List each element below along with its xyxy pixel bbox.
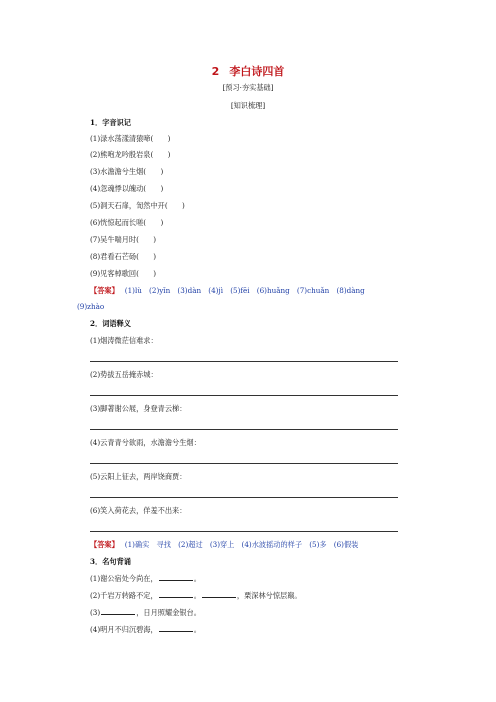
answer-text: (1)lù (2)yǐn (3)dàn (4)jì (5)fēi (6)huǎng (7)chuǎn (8)dàng [124, 286, 365, 295]
answer-label: 【答案】 [90, 286, 119, 295]
section3-heading: 3．名句背诵 [90, 557, 131, 566]
recitation-text: 。 [193, 625, 201, 634]
section1-heading: 1．字音识记 [90, 118, 131, 127]
definition-item: (4)云青青兮欲雨，水澹澹兮生烟： [90, 438, 201, 447]
lesson-title: 李白诗四首 [229, 65, 285, 78]
recitation-item [90, 608, 201, 618]
pronunciation-item: (6)恍惊起而长嗟( ) [90, 218, 164, 227]
fill-blank[interactable] [159, 625, 193, 632]
recitation-text: 。 [193, 591, 201, 600]
fill-blank[interactable] [202, 591, 236, 598]
recitation-item [90, 591, 302, 601]
recitation-item [90, 625, 201, 635]
subtitle-preview: [预习·夯实基础] [222, 83, 274, 92]
recitation-text: 。 [193, 574, 201, 583]
pronunciation-item: (2)熊咆龙吟殷岩泉( ) [90, 150, 171, 159]
answer-blank-line [90, 531, 398, 532]
definition-item: (5)云阳上征去，两岸饶商贾： [90, 472, 187, 481]
pronunciation-item: (3)水澹澹兮生烟( ) [90, 167, 164, 176]
recitation-text: (3) [90, 608, 101, 617]
pronunciation-item: (5)洞天石扉，訇然中开( ) [90, 201, 185, 210]
recitation-item [90, 574, 201, 584]
lesson-number: 2 [211, 65, 220, 78]
answer-label: 【答案】 [90, 540, 119, 549]
fill-blank[interactable] [101, 608, 135, 615]
recitation-text: (4)明月不归沉碧海， [90, 625, 158, 634]
answer-blank-line [90, 497, 398, 498]
answer-blank-line [90, 395, 398, 396]
section2-heading: 2．词语释义 [90, 319, 131, 328]
pronunciation-item: (7)吴牛喘月时( ) [90, 235, 157, 244]
recitation-text: (1)谢公宿处今尚在， [90, 574, 158, 583]
pronunciation-item: (4)忽魂悸以魄动( ) [90, 184, 164, 193]
subtitle-knowledge: [知识梳理] [230, 101, 266, 110]
pronunciation-item: (9)见客棹歌回( ) [90, 269, 157, 278]
recitation-text: ，日月照耀金银台。 [136, 608, 201, 617]
pronunciation-item: (1)渌水荡漾清猿啼( ) [90, 134, 171, 143]
pronunciation-item: (8)君看石芒砀( ) [90, 252, 157, 261]
fill-blank[interactable] [159, 591, 193, 598]
fill-blank[interactable] [159, 574, 193, 581]
definition-item: (1)烟涛微茫信难求： [90, 336, 158, 345]
answer-blank-line [90, 361, 398, 362]
answer-line [90, 540, 358, 550]
recitation-text: (2)千岩万转路不定， [90, 591, 158, 600]
definition-item: (2)势拔五岳掩赤城： [90, 370, 158, 379]
definition-item: (6)笑入荷花去，佯羞不出来： [90, 506, 187, 515]
recitation-text: ，栗深林兮惊层巅。 [236, 591, 302, 600]
answer-blank-line [90, 463, 398, 464]
page-title [0, 63, 496, 79]
definition-item: (3)脚著谢公屐，身登青云梯： [90, 404, 187, 413]
answer-text: (1)确实 寻找 (2)超过 (3)穿上 (4)水波摇动的样子 (5)多 (6)假装 [124, 540, 359, 549]
answer-blank-line [90, 429, 398, 430]
answer-text-cont: (9)zhào [77, 302, 105, 311]
answer-continuation [77, 302, 104, 311]
answer-line [90, 286, 365, 296]
